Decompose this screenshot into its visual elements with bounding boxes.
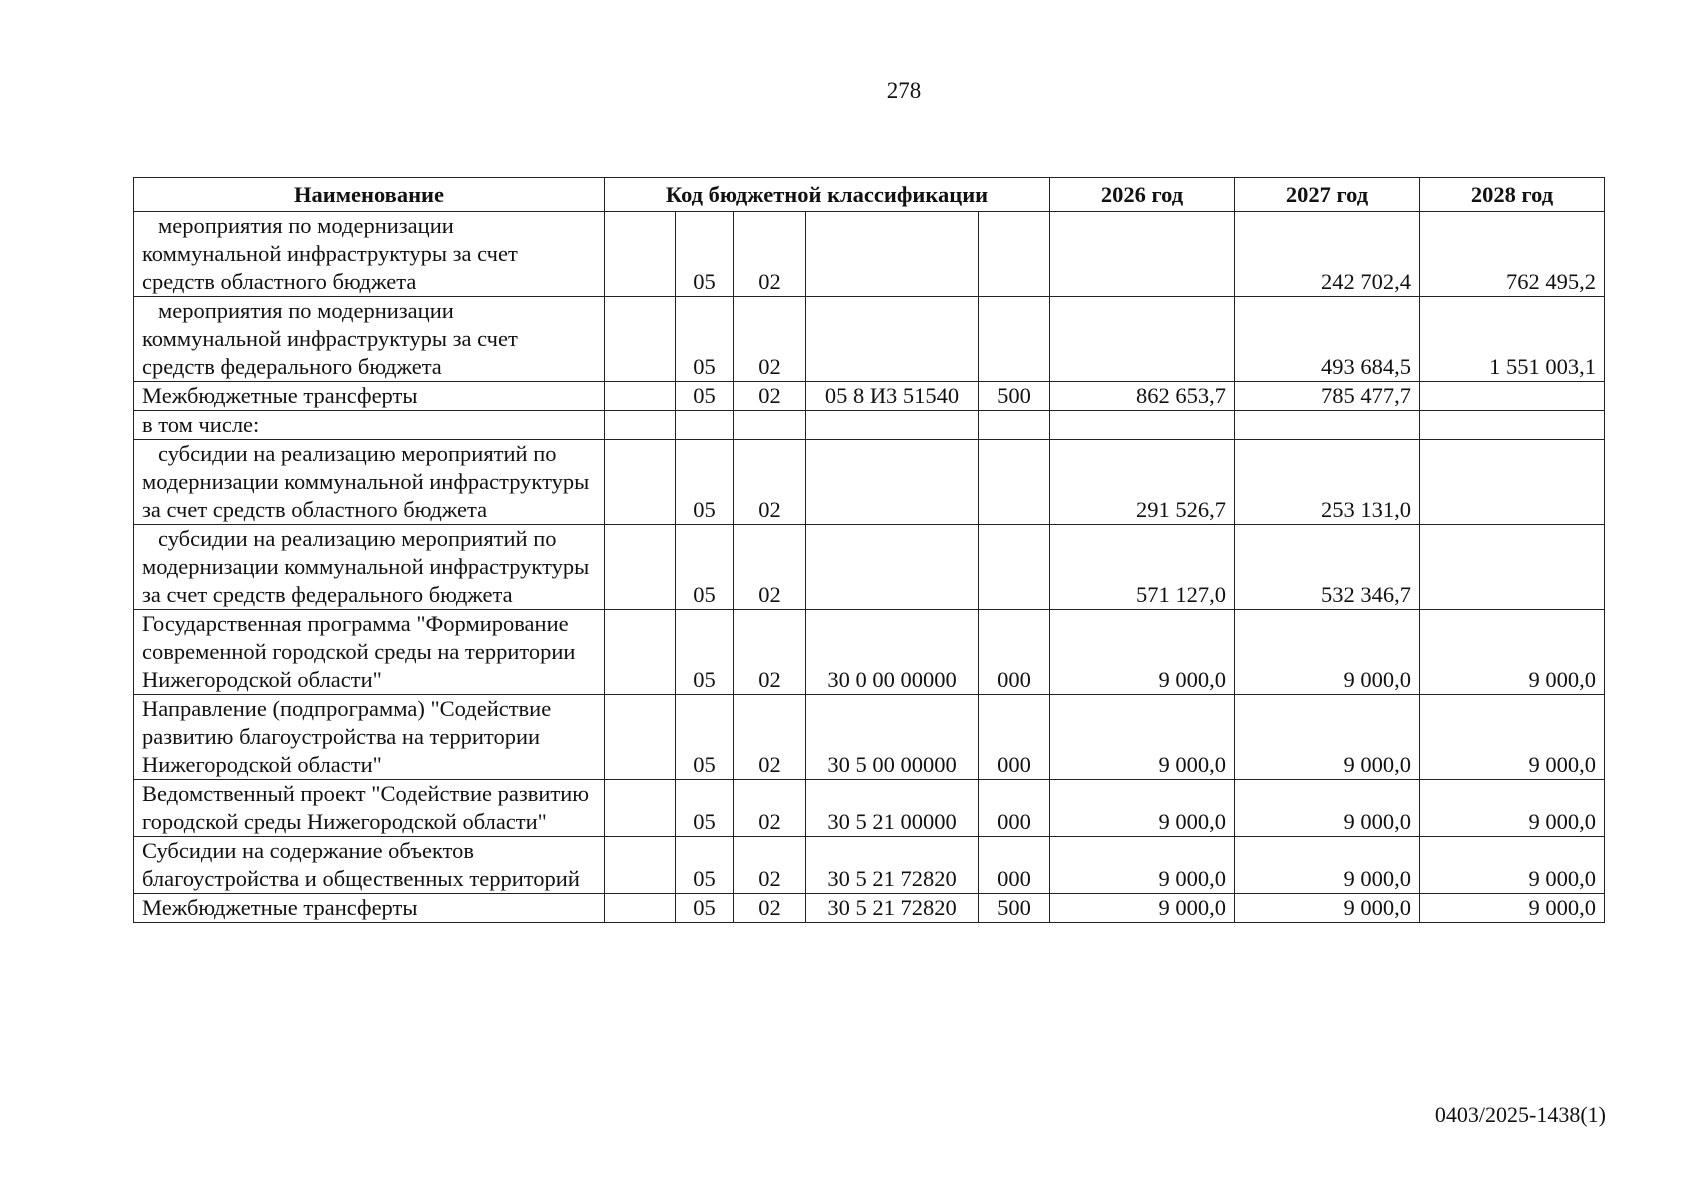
- row-2026-cell: 571 127,0: [1050, 525, 1235, 610]
- row-section-cell: [676, 411, 734, 440]
- row-2028-cell: [1420, 440, 1605, 525]
- row-expense-type-cell: 500: [979, 382, 1050, 411]
- row-expense-type-cell: 000: [979, 837, 1050, 894]
- row-name-cell: мероприятия по модернизации коммунальной инфраструктуры за счет средств федерального бюджета: [134, 297, 605, 382]
- header-2028: 2028 год: [1420, 178, 1605, 212]
- row-2026-cell: 9 000,0: [1050, 610, 1235, 695]
- row-subsection-cell: 02: [734, 440, 806, 525]
- row-2027-cell: 493 684,5: [1235, 297, 1420, 382]
- row-section-cell: 05: [676, 212, 734, 297]
- page-number: 278: [886, 78, 922, 103]
- row-subsection-cell: 02: [734, 780, 806, 837]
- row-2027-cell: 9 000,0: [1235, 610, 1420, 695]
- table-row: [134, 525, 1605, 610]
- row-2026-cell: 862 653,7: [1050, 382, 1235, 411]
- row-2028-cell: 1 551 003,1: [1420, 297, 1605, 382]
- row-2028-cell: [1420, 411, 1605, 440]
- row-section-cell: 05: [676, 695, 734, 780]
- row-2028-cell: 9 000,0: [1420, 610, 1605, 695]
- row-target-article-cell: 30 0 00 00000: [806, 610, 979, 695]
- table-row: [134, 440, 1605, 525]
- row-target-article-cell: 30 5 00 00000: [806, 695, 979, 780]
- row-code-blank-cell: [605, 894, 676, 923]
- row-target-article-cell: 30 5 21 72820: [806, 894, 979, 923]
- header-code: Код бюджетной классификации: [605, 178, 1050, 212]
- row-name-cell: Ведомственный проект "Содействие развитию городской среды Нижегородской области": [134, 780, 605, 837]
- table-row: [134, 837, 1605, 894]
- row-section-cell: 05: [676, 297, 734, 382]
- row-code-blank-cell: [605, 525, 676, 610]
- row-subsection-cell: 02: [734, 894, 806, 923]
- row-2028-cell: [1420, 525, 1605, 610]
- row-2027-cell: 9 000,0: [1235, 837, 1420, 894]
- row-code-blank-cell: [605, 440, 676, 525]
- table-row: [134, 610, 1605, 695]
- row-section-cell: 05: [676, 440, 734, 525]
- table-row: [134, 212, 1605, 297]
- row-2028-cell: 9 000,0: [1420, 894, 1605, 923]
- row-2028-cell: 9 000,0: [1420, 837, 1605, 894]
- row-expense-type-cell: 000: [979, 780, 1050, 837]
- row-expense-type-cell: 500: [979, 894, 1050, 923]
- row-2028-cell: 762 495,2: [1420, 212, 1605, 297]
- row-section-cell: 05: [676, 837, 734, 894]
- row-code-blank-cell: [605, 695, 676, 780]
- row-2028-cell: [1420, 382, 1605, 411]
- table-header-row: [134, 178, 1605, 212]
- table-row: [134, 780, 1605, 837]
- row-2028-cell: 9 000,0: [1420, 695, 1605, 780]
- row-subsection-cell: 02: [734, 297, 806, 382]
- row-2026-cell: [1050, 212, 1235, 297]
- table-row: [134, 695, 1605, 780]
- row-expense-type-cell: 000: [979, 695, 1050, 780]
- row-code-blank-cell: [605, 212, 676, 297]
- row-code-blank-cell: [605, 837, 676, 894]
- row-target-article-cell: [806, 411, 979, 440]
- row-name-cell: Субсидии на содержание объектов благоустройства и общественных территорий: [134, 837, 605, 894]
- row-expense-type-cell: 000: [979, 610, 1050, 695]
- row-2026-cell: 9 000,0: [1050, 695, 1235, 780]
- row-2027-cell: 785 477,7: [1235, 382, 1420, 411]
- row-2027-cell: 9 000,0: [1235, 780, 1420, 837]
- row-subsection-cell: 02: [734, 837, 806, 894]
- header-name: Наименование: [134, 178, 605, 212]
- row-2027-cell: 253 131,0: [1235, 440, 1420, 525]
- row-code-blank-cell: [605, 297, 676, 382]
- row-target-article-cell: 05 8 И3 51540: [806, 382, 979, 411]
- row-2027-cell: 532 346,7: [1235, 525, 1420, 610]
- row-expense-type-cell: [979, 525, 1050, 610]
- row-target-article-cell: [806, 525, 979, 610]
- row-name-cell: субсидии на реализацию мероприятий по модернизации коммунальной инфраструктуры за счет средств федерального бюджета: [134, 525, 605, 610]
- row-code-blank-cell: [605, 382, 676, 411]
- row-expense-type-cell: [979, 212, 1050, 297]
- row-2026-cell: 9 000,0: [1050, 780, 1235, 837]
- row-target-article-cell: [806, 297, 979, 382]
- row-2026-cell: 291 526,7: [1050, 440, 1235, 525]
- row-2028-cell: 9 000,0: [1420, 780, 1605, 837]
- document-code: 0403/2025-1438(1): [1434, 1102, 1606, 1127]
- row-name-cell: Государственная программа "Формирование современной городской среды на территории Нижегородской области": [134, 610, 605, 695]
- row-section-cell: 05: [676, 382, 734, 411]
- row-subsection-cell: 02: [734, 382, 806, 411]
- row-code-blank-cell: [605, 411, 676, 440]
- row-target-article-cell: 30 5 21 72820: [806, 837, 979, 894]
- row-2027-cell: 9 000,0: [1235, 894, 1420, 923]
- row-2026-cell: 9 000,0: [1050, 894, 1235, 923]
- row-expense-type-cell: [979, 440, 1050, 525]
- row-target-article-cell: [806, 440, 979, 525]
- table-row: [134, 297, 1605, 382]
- row-subsection-cell: 02: [734, 212, 806, 297]
- row-section-cell: 05: [676, 610, 734, 695]
- row-section-cell: 05: [676, 780, 734, 837]
- row-section-cell: 05: [676, 894, 734, 923]
- row-subsection-cell: 02: [734, 610, 806, 695]
- row-name-cell: мероприятия по модернизации коммунальной инфраструктуры за счет средств областного бюджета: [134, 212, 605, 297]
- row-2027-cell: 242 702,4: [1235, 212, 1420, 297]
- row-subsection-cell: 02: [734, 695, 806, 780]
- row-2027-cell: [1235, 411, 1420, 440]
- row-expense-type-cell: [979, 297, 1050, 382]
- row-name-cell: субсидии на реализацию мероприятий по модернизации коммунальной инфраструктуры за счет средств областного бюджета: [134, 440, 605, 525]
- row-name-cell: в том числе:: [134, 411, 605, 440]
- row-name-cell: Направление (подпрограмма) "Содействие развитию благоустройства на территории Нижегородской области": [134, 695, 605, 780]
- row-target-article-cell: [806, 212, 979, 297]
- row-name-cell: Межбюджетные трансферты: [134, 382, 605, 411]
- row-subsection-cell: [734, 411, 806, 440]
- header-2026: 2026 год: [1050, 178, 1235, 212]
- row-2026-cell: [1050, 297, 1235, 382]
- row-code-blank-cell: [605, 780, 676, 837]
- row-target-article-cell: 30 5 21 00000: [806, 780, 979, 837]
- row-subsection-cell: 02: [734, 525, 806, 610]
- row-section-cell: 05: [676, 525, 734, 610]
- row-2026-cell: [1050, 411, 1235, 440]
- table-row: [134, 894, 1605, 923]
- header-2027: 2027 год: [1235, 178, 1420, 212]
- row-name-cell: Межбюджетные трансферты: [134, 894, 605, 923]
- row-code-blank-cell: [605, 610, 676, 695]
- row-expense-type-cell: [979, 411, 1050, 440]
- row-2027-cell: 9 000,0: [1235, 695, 1420, 780]
- budget-table: [133, 177, 1605, 923]
- row-2026-cell: 9 000,0: [1050, 837, 1235, 894]
- table-row: [134, 382, 1605, 411]
- table-row: [134, 411, 1605, 440]
